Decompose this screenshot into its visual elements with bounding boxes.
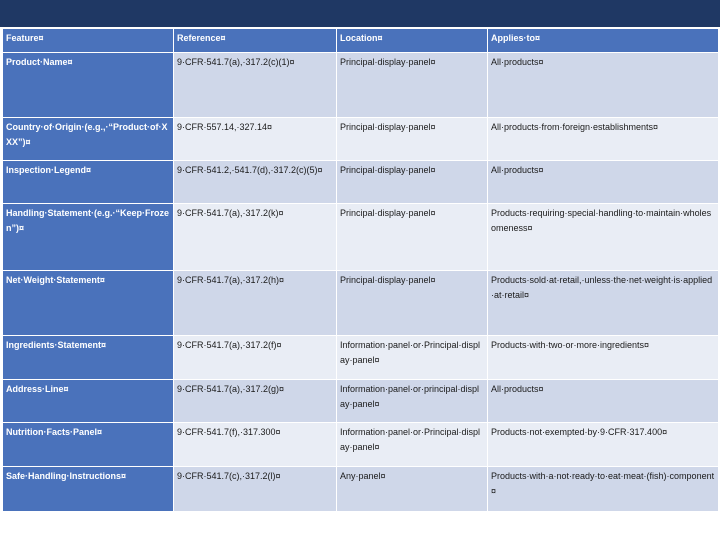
feature-cell: Safe·Handling·Instructions¤ xyxy=(3,467,173,511)
applies-to-cell: Products·requiring·special·handling·to·maintain·wholesomeness¤ xyxy=(488,204,718,270)
feature-cell: Ingredients·Statement¤ xyxy=(3,336,173,379)
column-header-feature: Feature¤ xyxy=(3,29,173,52)
applies-to-cell: All·products¤ xyxy=(488,53,718,117)
applies-to-cell: Products·with·two·or·more·ingredients¤ xyxy=(488,336,718,379)
column-header-location: Location¤ xyxy=(337,29,487,52)
table-row xyxy=(3,53,718,117)
table-row xyxy=(3,336,718,379)
reference-cell: 9·CFR·557.14,·327.14¤ xyxy=(174,118,336,160)
feature-cell: Country·of·Origin·(e.g.,·“Product·of·XXX”)¤ xyxy=(3,118,173,160)
location-cell: Principal·display·panel¤ xyxy=(337,118,487,160)
table-row xyxy=(3,161,718,203)
table-row xyxy=(3,467,718,511)
top-banner xyxy=(0,0,720,27)
labeling-requirements-table xyxy=(2,28,719,512)
header-row xyxy=(3,29,718,52)
reference-cell: 9·CFR·541.7(a),·317.2(c)(1)¤ xyxy=(174,53,336,117)
location-cell: Principal·display·panel¤ xyxy=(337,161,487,203)
feature-cell: Product·Name¤ xyxy=(3,53,173,117)
column-header-reference: Reference¤ xyxy=(174,29,336,52)
feature-cell: Handling·Statement·(e.g.·“Keep·Frozen”)¤ xyxy=(3,204,173,270)
column-header-applies-to: Applies·to¤ xyxy=(488,29,718,52)
location-cell: Principal·display·panel¤ xyxy=(337,271,487,335)
reference-cell: 9·CFR·541.2,·541.7(d),·317.2(c)(5)¤ xyxy=(174,161,336,203)
feature-cell: Address·Line¤ xyxy=(3,380,173,422)
applies-to-cell: All·products¤ xyxy=(488,380,718,422)
location-cell: Information·panel·or·principal·display·panel¤ xyxy=(337,380,487,422)
reference-cell: 9·CFR·541.7(a),·317.2(f)¤ xyxy=(174,336,336,379)
location-cell: Information·panel·or·Principal·display·panel¤ xyxy=(337,423,487,466)
reference-cell: 9·CFR·541.7(a),·317.2(k)¤ xyxy=(174,204,336,270)
reference-cell: 9·CFR·541.7(a),·317.2(g)¤ xyxy=(174,380,336,422)
table-row xyxy=(3,271,718,335)
location-cell: Principal·display·panel¤ xyxy=(337,53,487,117)
feature-cell: Nutrition·Facts·Panel¤ xyxy=(3,423,173,466)
location-cell: Principal·display·panel¤ xyxy=(337,204,487,270)
reference-cell: 9·CFR·541.7(a),·317.2(h)¤ xyxy=(174,271,336,335)
reference-cell: 9·CFR·541.7(f),·317.300¤ xyxy=(174,423,336,466)
applies-to-cell: All·products·from·foreign·establishments¤ xyxy=(488,118,718,160)
table-row xyxy=(3,118,718,160)
feature-cell: Inspection·Legend¤ xyxy=(3,161,173,203)
applies-to-cell: All·products¤ xyxy=(488,161,718,203)
applies-to-cell: Products·with·a·not·ready·to·eat·meat·(fish)·component¤ xyxy=(488,467,718,511)
location-cell: Any·panel¤ xyxy=(337,467,487,511)
reference-cell: 9·CFR·541.7(c),·317.2(l)¤ xyxy=(174,467,336,511)
location-cell: Information·panel·or·Principal·display·panel¤ xyxy=(337,336,487,379)
applies-to-cell: Products·not·exempted·by·9·CFR·317.400¤ xyxy=(488,423,718,466)
feature-cell: Net·Weight·Statement¤ xyxy=(3,271,173,335)
table-row xyxy=(3,380,718,422)
table-row xyxy=(3,204,718,270)
applies-to-cell: Products·sold·at·retail,·unless·the·net·weight·is·applied·at·retail¤ xyxy=(488,271,718,335)
table-row xyxy=(3,423,718,466)
